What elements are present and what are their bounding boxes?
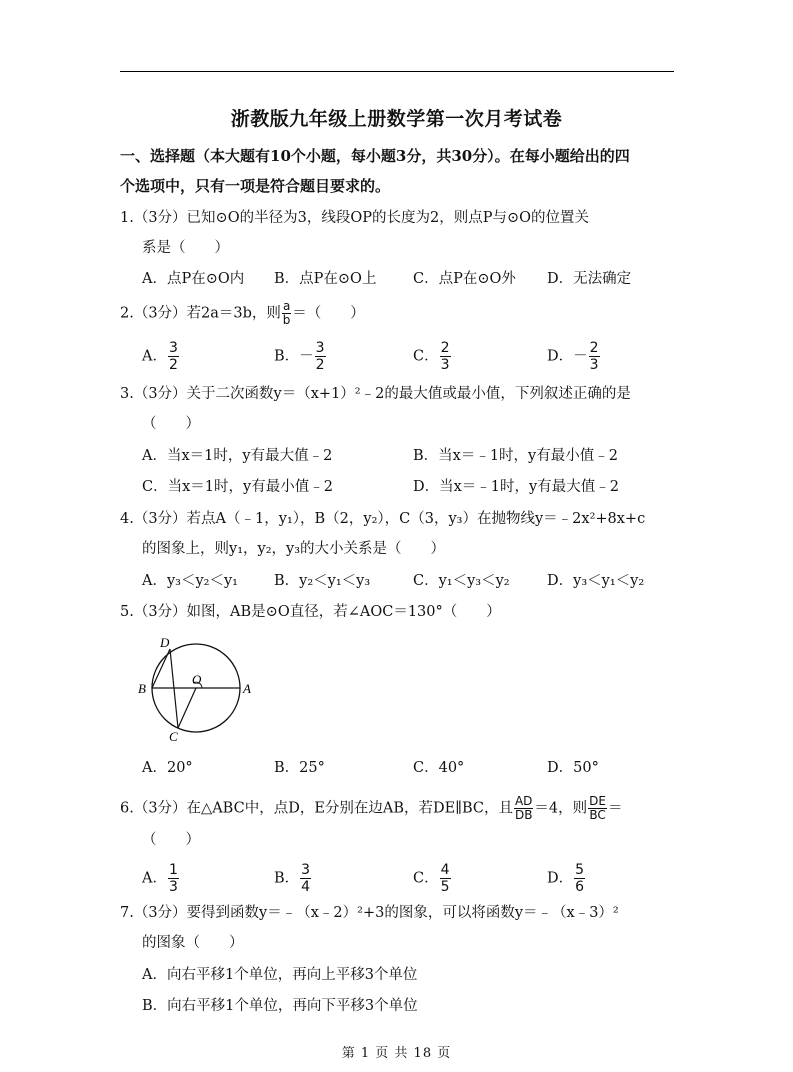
q2-option-a-label: A． [142,348,167,365]
q3-stem-line2: （ ） [142,416,200,432]
q2-option-a-num: 3 [168,340,178,356]
figure-label-c: C [169,729,178,744]
q2-option-b [274,340,327,373]
q6-option-c-num: 4 [440,862,450,878]
q2-option-a-fraction [168,340,179,373]
q5-stem: 5.（3分）如图，AB是⊙O直径，若∠AOC＝130°（ ） [120,604,501,620]
q6-fraction-de-bc [588,795,607,822]
q6-option-a [142,862,180,895]
q1-option-a: A．点P在⊙O内 [142,271,245,287]
figure-label-d: D [160,635,170,650]
q4-stem-line1: 4.（3分）若点A（﹣1，y₁），B（2，y₂），C（3，y₃）在抛物线y＝﹣2x²+8x+c [120,511,646,527]
q1-stem-line2: 系是（ ） [142,240,229,256]
q3-option-b: B．当x＝﹣1时，y有最小值﹣2 [413,448,618,464]
q2-option-c-num: 2 [440,340,450,356]
figure-label-b: B [138,681,146,696]
q6-stem-middle: ＝4，则 [534,800,588,817]
q3-option-c: C．当x＝1时，y有最小值﹣2 [142,479,333,495]
q3-stem-line1: 3.（3分）关于二次函数y＝（x+1）²﹣2的最大值或最小值，下列叙述正确的是 [120,386,631,402]
q6-option-c-den: 5 [440,879,450,895]
q6-option-b-label: B． [274,870,300,887]
q6-option-a-den: 3 [168,879,178,895]
q7-stem-line1: 7.（3分）要得到函数y＝﹣（x﹣2）²+3的图象，可以将函数y＝﹣（x﹣3）² [120,905,619,921]
q2-option-b-label: B． [274,348,300,365]
q2-option-d-label: D． [547,348,574,365]
section-heading-line1: 一、选择题（本大题有10个小题，每小题3分，共30分）。在每小题给出的四 [120,147,630,165]
q7-stem-line2: 的图象（ ） [142,935,244,951]
q4-option-c: C．y₁＜y₃＜y₂ [413,573,510,589]
q1-option-b: B．点P在⊙O上 [274,271,377,287]
q6-option-a-fraction [168,862,179,895]
q4-option-b: B．y₂＜y₁＜y₃ [274,573,371,589]
q2-option-d-den: 3 [589,357,599,373]
q2-option-d-fraction [589,340,600,373]
q3-option-d: D．当x＝﹣1时，y有最大值﹣2 [413,479,619,495]
q7-option-b: B．向右平移1个单位，再向下平移3个单位 [142,998,418,1014]
figure-segment-oc [178,688,196,728]
q6-option-c-label: C． [413,870,439,887]
q6-option-d-fraction [574,862,585,895]
q2-stem-suffix: ＝（ ） [292,305,365,322]
q2-option-b-num: 3 [315,340,325,356]
q4-option-d: D．y₃＜y₁＜y₂ [547,573,645,589]
q2-option-c [413,340,452,373]
q2-option-c-den: 3 [440,357,450,373]
q2-option-c-fraction [440,340,451,373]
q6-option-b-num: 3 [301,862,311,878]
q2-option-a [142,340,180,373]
figure-segment-bd [152,649,170,688]
q6-frac1-den: DB [514,808,533,822]
q2-option-d-num: 2 [589,340,599,356]
q2-stem [120,300,365,327]
q6-option-d-num: 5 [575,862,585,878]
q6-option-b [274,862,312,895]
q6-stem-line2: （ ） [142,832,200,848]
q6-option-c-fraction [440,862,451,895]
figure-label-o: O [192,672,202,687]
q6-option-d-den: 6 [575,879,585,895]
q6-option-b-den: 4 [301,879,311,895]
q6-stem [120,795,622,822]
q6-frac2-den: BC [589,808,606,822]
q5-option-b: B．25° [274,760,325,776]
q2-option-c-label: C． [413,348,439,365]
section-heading-line2: 个选项中，只有一项是符合题目要求的。 [120,177,391,195]
q5-option-c: C．40° [413,760,465,776]
q6-option-d [547,862,586,895]
figure-label-a: A [243,681,251,696]
q6-option-a-num: 1 [168,862,178,878]
q2-stem-fraction [282,300,291,327]
q2-option-a-den: 2 [168,357,178,373]
q6-frac1-num: AD [514,794,533,808]
circle-figure [132,632,258,744]
q4-stem-line2: 的图象上，则y₁，y₂，y₃的大小关系是（ ） [142,541,446,557]
q1-stem-line1: 1.（3分）已知⊙O的半径为3，线段OP的长度为2，则点P与⊙O的位置关 [120,210,589,226]
q2-option-d-sign: － [573,348,588,365]
q5-option-d: D．50° [547,760,599,776]
q2-stem-frac-num: a [282,299,291,313]
q6-option-d-label: D． [547,870,574,887]
q6-option-a-label: A． [142,870,167,887]
q6-fraction-ad-db [514,795,533,822]
q2-stem-prefix: 2.（3分）若2a＝3b，则 [120,305,281,322]
q3-option-a: A．当x＝1时，y有最大值﹣2 [142,448,333,464]
q6-option-c [413,862,452,895]
q2-option-b-fraction [315,340,326,373]
header-rule [120,71,674,72]
q4-option-a: A．y₃＜y₂＜y₁ [142,573,238,589]
q7-option-a: A．向右平移1个单位，再向上平移3个单位 [142,967,418,983]
q6-option-b-fraction [300,862,311,895]
q6-stem-prefix: 6.（3分）在△ABC中，点D，E分别在边AB，若DE∥BC，且 [120,800,513,817]
q2-option-b-den: 2 [315,357,325,373]
q1-option-d: D．无法确定 [547,271,632,287]
q2-stem-frac-den: b [282,313,291,327]
q1-option-c: C．点P在⊙O外 [413,271,516,287]
q2-option-b-sign: － [299,348,314,365]
page-footer: 第 1 页 共 18 页 [341,1046,452,1061]
q6-frac2-num: DE [589,794,606,808]
page-title: 浙教版九年级上册数学第一次月考试卷 [230,108,563,130]
q5-option-a: A．20° [142,760,193,776]
q2-option-d [547,340,601,373]
q6-stem-suffix: ＝ [607,800,623,817]
